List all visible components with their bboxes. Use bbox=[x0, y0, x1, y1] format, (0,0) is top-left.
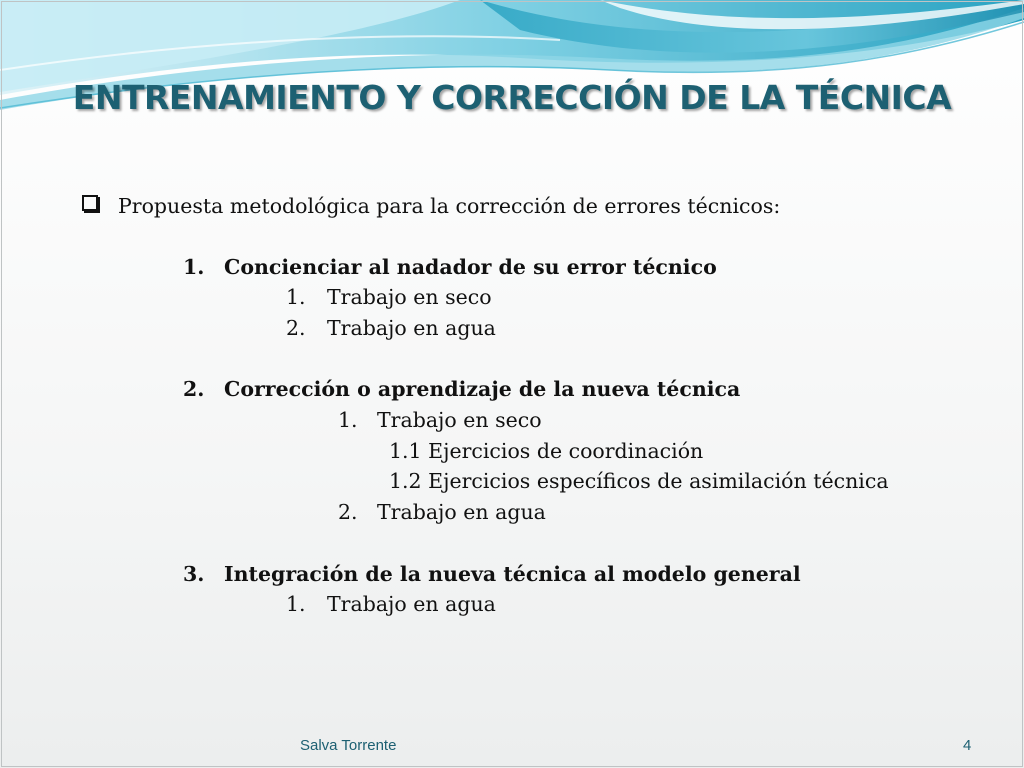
section-3-item-1-number: 1. bbox=[286, 592, 306, 616]
section-1-item-1-text: Trabajo en seco bbox=[327, 285, 492, 309]
section-3-heading: Integración de la nueva técnica al modelo general bbox=[224, 562, 801, 586]
section-2-item-1-number: 1. bbox=[338, 408, 358, 432]
section-1-item-1-number: 1. bbox=[286, 285, 306, 309]
section-3-item-1-text: Trabajo en agua bbox=[327, 592, 496, 616]
section-1-number: 1. bbox=[183, 255, 205, 279]
intro-text: Propuesta metodológica para la corrección de errores técnicos: bbox=[118, 194, 781, 218]
section-1-item-2-text: Trabajo en agua bbox=[327, 316, 496, 340]
section-1-item-2-number: 2. bbox=[286, 316, 306, 340]
section-2-item-1-text: Trabajo en seco bbox=[377, 408, 542, 432]
section-2-item-2-number: 2. bbox=[338, 500, 358, 524]
section-3-number: 3. bbox=[183, 562, 205, 586]
section-2-number: 2. bbox=[183, 377, 205, 401]
section-2-item-2-text: Trabajo en agua bbox=[377, 500, 546, 524]
checkbox-square-icon bbox=[82, 195, 98, 211]
section-2-subitem-2: 1.2 Ejercicios específicos de asimilación técnica bbox=[389, 469, 889, 493]
slide-title: ENTRENAMIENTO Y CORRECCIÓN DE LA TÉCNICA bbox=[72, 78, 952, 117]
section-2-subitem-1: 1.1 Ejercicios de coordinación bbox=[389, 439, 704, 463]
section-1-heading: Concienciar al nadador de su error técnico bbox=[224, 255, 717, 279]
footer-author: Salva Torrente bbox=[300, 737, 397, 754]
section-2-heading: Corrección o aprendizaje de la nueva técnica bbox=[224, 377, 741, 401]
footer-page-number: 4 bbox=[963, 737, 972, 754]
